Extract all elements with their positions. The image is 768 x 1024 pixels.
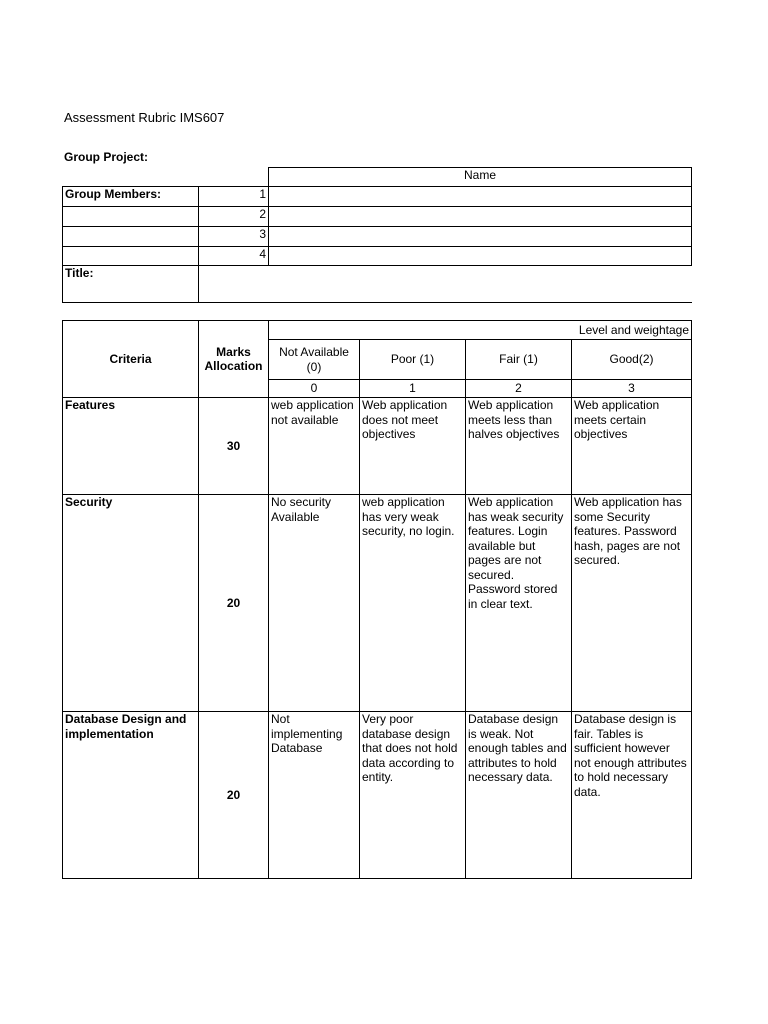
level-value: 0: [269, 380, 360, 398]
level-description: Database design is weak. Not enough tables and attributes to hold necessary data.: [466, 712, 572, 879]
level-description: Database design is fair. Tables is sufficient however not enough attributes to hold necessary data.: [572, 712, 692, 879]
level-description: Web application meets less than halves objectives: [466, 398, 572, 495]
rubric-row: [63, 712, 692, 879]
level-description: Not implementing Database: [269, 712, 360, 879]
level-description: Web application does not meet objectives: [360, 398, 466, 495]
member-number: 2: [199, 207, 269, 227]
marks-value: 20: [199, 712, 269, 879]
marks-value: 20: [199, 495, 269, 712]
member-number: 4: [199, 247, 269, 266]
rubric-table: [62, 320, 692, 879]
group-project-label: Group Project:: [64, 150, 149, 164]
criteria-label: Database Design and implementation: [63, 712, 199, 879]
member-name-field[interactable]: [269, 247, 692, 266]
criteria-label: Features: [63, 398, 199, 495]
level-description: Very poor database design that does not hold data according to entity.: [360, 712, 466, 879]
level-description: Web application has weak security features. Login available but pages are not secured. Password stored in clear text.: [466, 495, 572, 712]
criteria-header: Criteria: [63, 321, 199, 398]
group-members-label: Group Members:: [63, 187, 199, 207]
member-number: 3: [199, 227, 269, 247]
marks-value: 30: [199, 398, 269, 495]
document-title: Assessment Rubric IMS607: [64, 110, 225, 125]
title-field[interactable]: [199, 266, 692, 303]
marks-allocation-header: Marks Allocation: [199, 321, 269, 398]
level-value: 3: [572, 380, 692, 398]
title-label: Title:: [63, 266, 199, 303]
level-description: web application has very weak security, no login.: [360, 495, 466, 712]
name-column-header: Name: [269, 168, 692, 187]
level-description: Web application meets certain objectives: [572, 398, 692, 495]
criteria-label: Security: [63, 495, 199, 712]
level-header: Not Available (0): [269, 340, 360, 380]
members-table: [62, 167, 692, 303]
rubric-row: [63, 495, 692, 712]
rubric-row: [63, 398, 692, 495]
level-description: web application not available: [269, 398, 360, 495]
member-name-field[interactable]: [269, 187, 692, 207]
level-header: Good(2): [572, 340, 692, 380]
level-description: No security Available: [269, 495, 360, 712]
level-value: 2: [466, 380, 572, 398]
level-header: Poor (1): [360, 340, 466, 380]
level-and-weightage-header: Level and weightage: [269, 321, 692, 340]
member-name-field[interactable]: [269, 227, 692, 247]
level-header: Fair (1): [466, 340, 572, 380]
level-value: 1: [360, 380, 466, 398]
level-description: Web application has some Security features. Password hash, pages are not secured.: [572, 495, 692, 712]
member-name-field[interactable]: [269, 207, 692, 227]
member-number: 1: [199, 187, 269, 207]
